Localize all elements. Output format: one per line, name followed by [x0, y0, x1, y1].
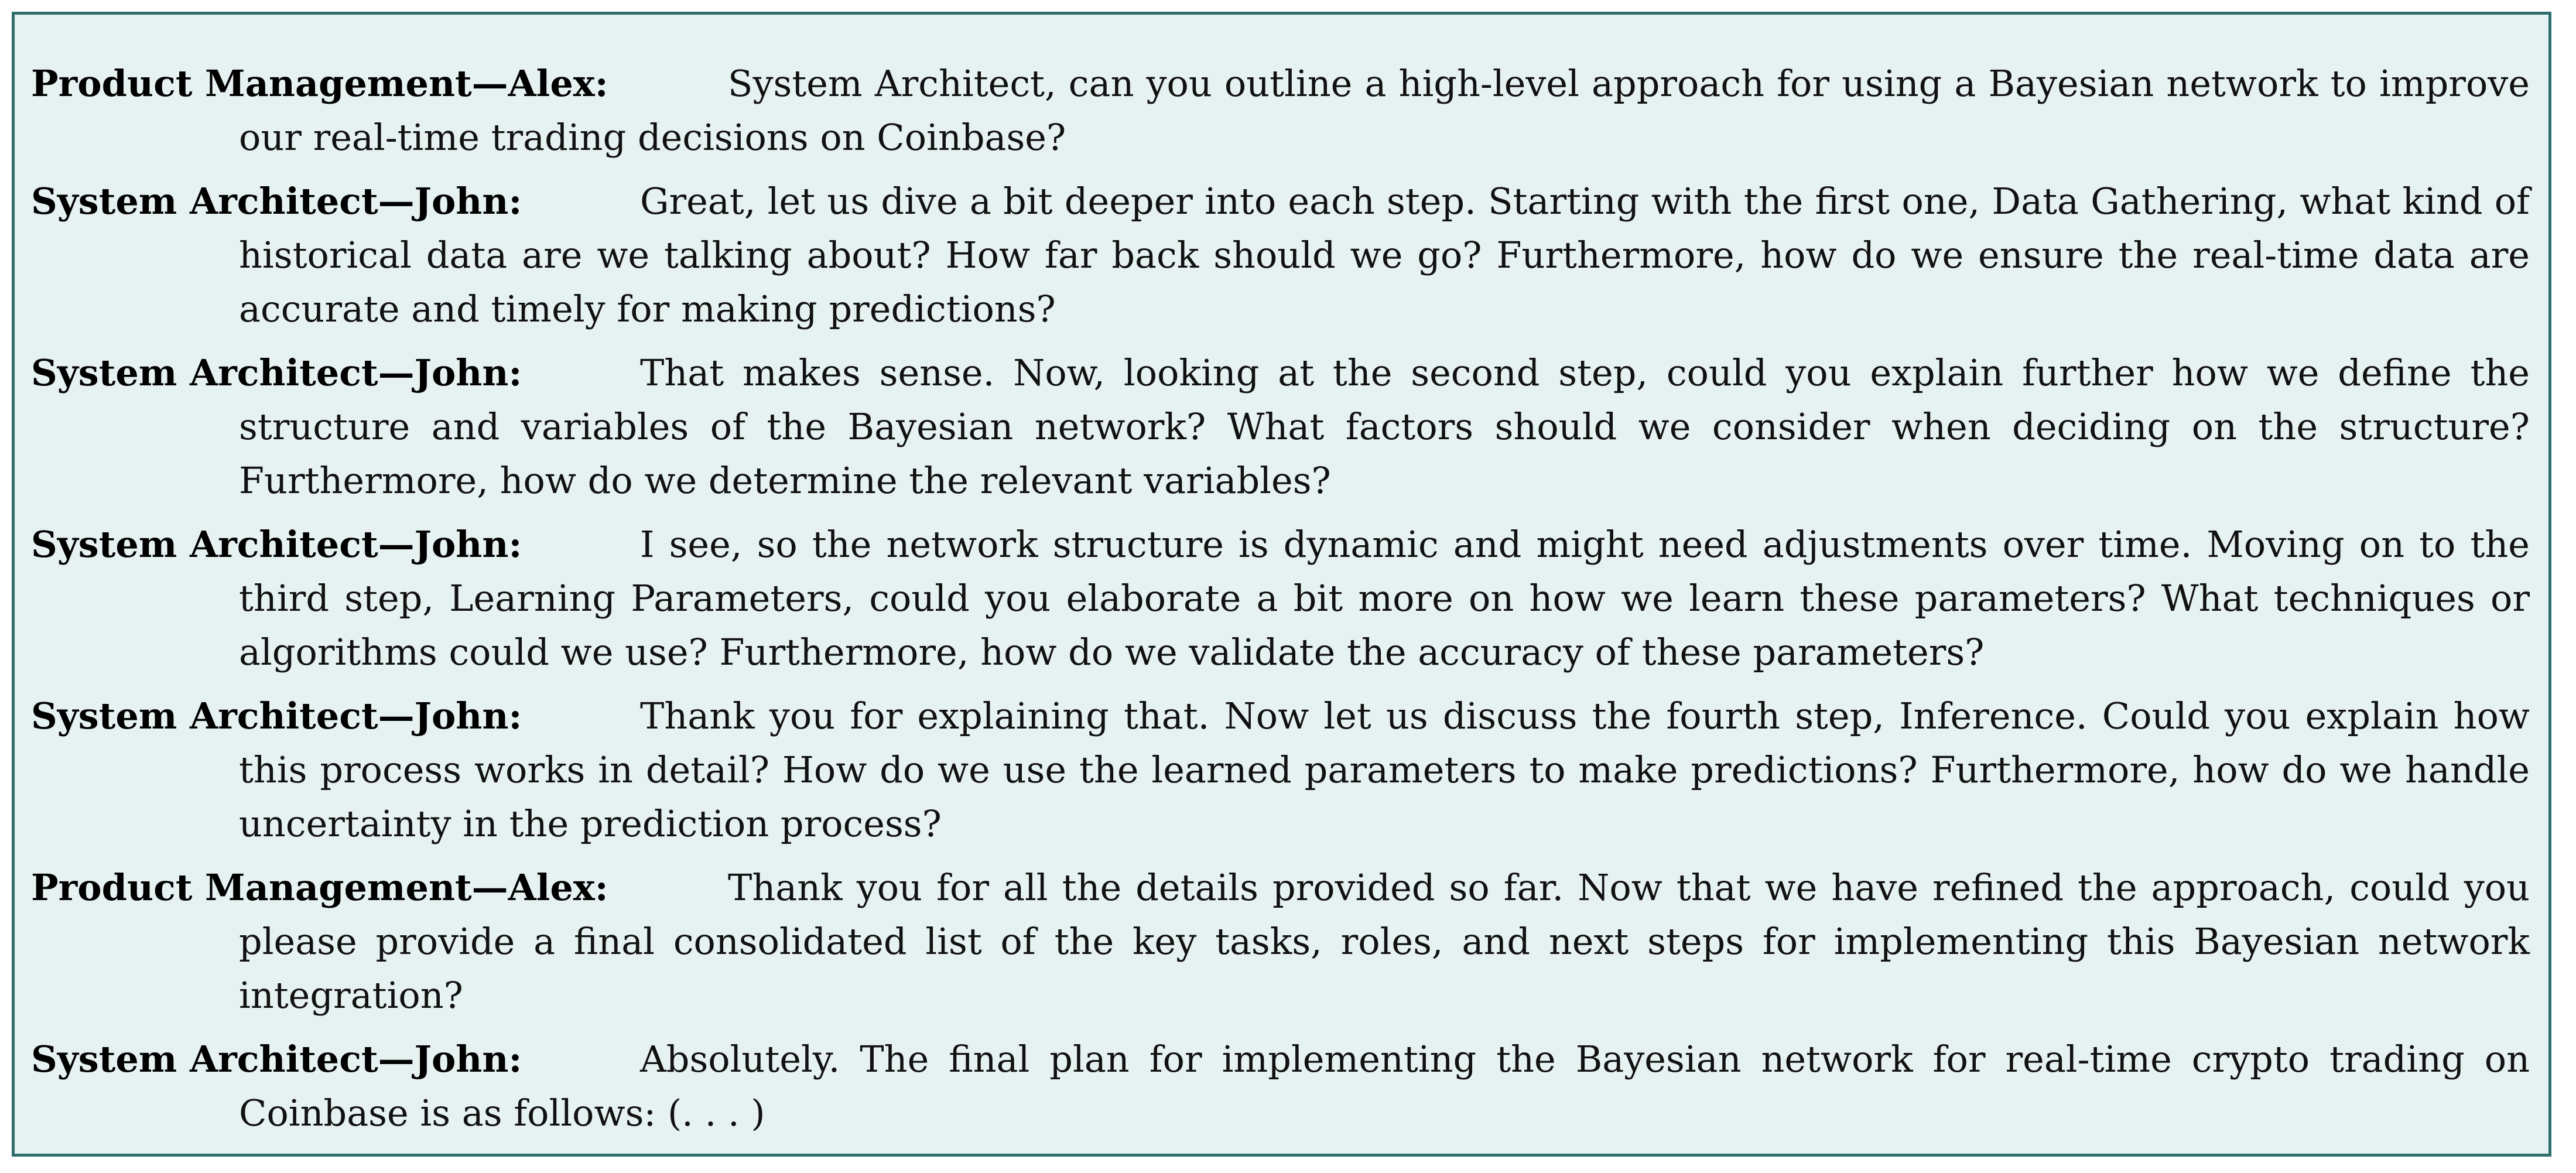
dialogue-turn-5 — [31, 689, 2530, 851]
dialogue-turn-7 — [31, 1032, 2530, 1140]
utterance-text: Thank you for explaining that. Now let us discuss the fourth step, Inference. Could you explain how this process works in detail? How do we use the learned parameters to make predictions? Furthermore, how do we handle uncertainty in the prediction process? — [239, 695, 2530, 845]
dialogue-turn-2 — [31, 175, 2530, 336]
utterance-text: I see, so the network structure is dynamic and might need adjustments over time. Moving on to the third step, Learning Parameters, could you elaborate a bit more on how we learn these parameters? What techniques or algorithms could we use? Furthermore, how do we validate the accuracy of these parameters? — [239, 523, 2530, 673]
utterance-text: Thank you for all the details provided so far. Now that we have refined the approach, could you please provide a final consolidated list of the key tasks, roles, and next steps for implementing this Bayesian network integration? — [239, 866, 2530, 1017]
speaker-label: System Architect—John: — [31, 180, 522, 223]
dialogue-turn-6 — [31, 861, 2530, 1022]
utterance-text: That makes sense. Now, looking at the second step, could you explain further how we define the structure and variables of the Bayesian network? What factors should we consider when deciding on the structure? Furthermore, how do we determine the relevant variables? — [239, 351, 2530, 502]
speaker-label: System Architect—John: — [31, 1038, 522, 1080]
dialogue-box — [12, 12, 2551, 1157]
speaker-label: System Architect—John: — [31, 695, 522, 737]
speaker-label: Product Management—Alex: — [31, 866, 608, 909]
utterance-text: Great, let us dive a bit deeper into each step. Starting with the first one, Data Gathering, what kind of historical data are we talking about? How far back should we go? Furthermore, how do we ensure the real-time data are accurate and timely for making predictions? — [239, 180, 2530, 330]
utterance-text: System Architect, can you outline a high-level approach for using a Bayesian network to improve our real-time trading decisions on Coinbase? — [239, 62, 2530, 159]
dialogue-turn-1 — [31, 57, 2530, 165]
speaker-label: Product Management—Alex: — [31, 62, 608, 105]
dialogue-turn-3 — [31, 346, 2530, 508]
utterance-text: Absolutely. The final plan for implementing the Bayesian network for real-time crypto trading on Coinbase is as follows: (. . . ) — [239, 1038, 2530, 1134]
dialogue-turn-4 — [31, 518, 2530, 679]
speaker-label: System Architect—John: — [31, 523, 522, 566]
speaker-label: System Architect—John: — [31, 351, 522, 394]
